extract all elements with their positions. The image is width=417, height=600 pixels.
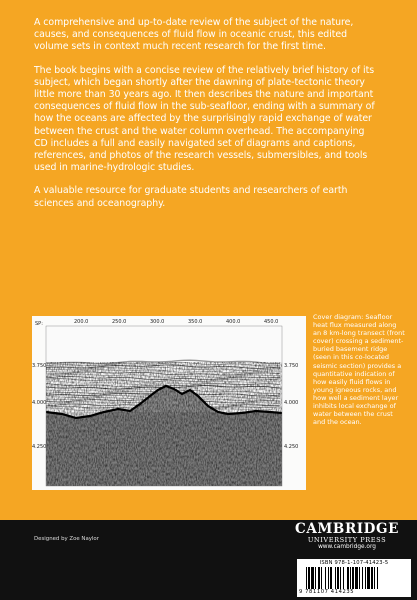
depth-label-right-1: 3.750 [284,363,299,369]
seismic-section-image [32,316,306,490]
blurb-paragraph-3: A valuable resource for graduate students and researchers of earth sciences and oceanography. [34,185,348,209]
depth-label-left-2: 4.000 [32,400,47,406]
ean-digits: 9 781107 414235 [299,589,355,595]
shotpoint-tick-label: 300.0 [150,319,165,325]
shotpoint-tick-label: 200.0 [74,319,89,325]
designer-credit: Designed by Zoe Naylor [34,536,99,542]
cover-diagram-caption: Cover diagram: Seafloor heat flux measured along an 8 km-long transect (front cover) crossing a sediment-buried basement ridge (seen in this co-located seismic section) provides a quantitative indication of how easily fluid flows in young igneous rocks, and how well a sediment layer inhibits local exchange of water between the crust and the ocean. [313,313,405,427]
depth-label-right-3: 4.250 [284,444,299,450]
seismic-section-figure [32,316,306,490]
blurb-paragraph-2: The book begins with a concise review of the relatively brief history of its subject, which began shortly after the dawning of plate-tectonic theory little more than 30 years ago. It then describes the nature and important consequences of fluid flow in the sub-seafloor, ending with a summary of how the oceans are affected by the surprisingly rapid exchange of water between the crust and the water column overhead. The accompanying CD includes a full and easily navigated set of diagrams and captions, references, and photos of the research vessels, submersibles, and tools used in marine-hydrologic studies. [34,64,375,174]
shotpoint-axis-label: SP: [35,321,43,327]
publisher-name: CAMBRIDGE [294,521,400,537]
publisher-press: UNIVERSITY PRESS [307,536,387,544]
publisher-url[interactable]: www.cambridge.org [318,544,376,550]
barcode-icon [306,567,404,589]
blurb-paragraph-1: A comprehensive and up-to-date review of the subject of the nature, causes, and consequences of fluid flow in oceanic crust, this edited volume sets in context much recent research for the first time. [34,17,354,53]
publisher-logo [285,522,409,551]
depth-label-right-2: 4.000 [284,400,299,406]
barcode-panel [297,559,411,597]
isbn-number: ISBN 978-1-107-41423-5 [319,560,389,566]
shotpoint-tick-label: 450.0 [264,319,279,325]
depth-label-left-3: 4.250 [32,444,47,450]
back-cover-blurb [34,17,380,221]
shotpoint-tick-label: 250.0 [112,319,127,325]
shotpoint-tick-label: 350.0 [188,319,203,325]
shotpoint-tick-label: 400.0 [226,319,241,325]
depth-label-left-1: 3.750 [32,363,47,369]
